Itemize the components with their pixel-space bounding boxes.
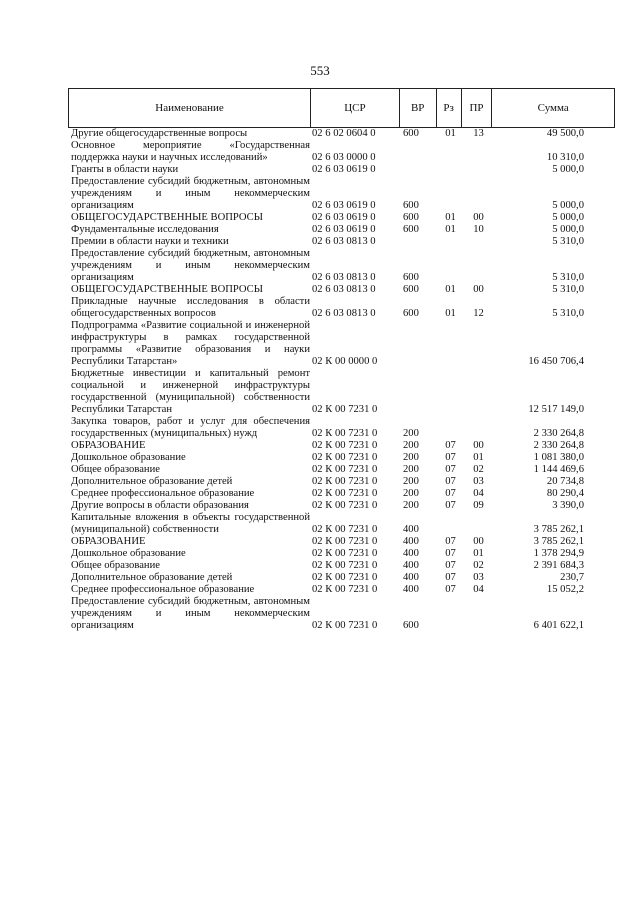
row-name: Дошкольное образование [71,452,186,463]
row-csr: 02 6 02 0604 0 [312,128,376,139]
table-row [71,176,591,212]
row-name: Предоставление субсидий бюджетным, автономным учреждениям и иным некоммерческим организациям [71,176,310,211]
table-row [71,320,591,368]
row-pr: 00 [473,284,484,295]
row-rz: 07 [445,476,456,487]
row-name: Подпрограмма «Развитие социальной и инженерной инфраструктуры в рамках государственной программы «Развитие образования и науки Республики Татарстан» [71,320,310,367]
row-vr: 200 [403,476,419,487]
row-sum: 2 330 264,8 [533,428,584,439]
row-pr: 03 [473,572,484,583]
row-name: Общее образование [71,464,160,475]
row-name: ОБРАЗОВАНИЕ [71,440,146,451]
header-vr: ВР [400,89,437,127]
row-vr: 600 [403,284,419,295]
row-name: ОБРАЗОВАНИЕ [71,536,146,547]
table-row [71,236,591,248]
row-vr: 400 [403,524,419,535]
row-pr: 00 [473,536,484,547]
table-row [71,224,591,236]
row-sum: 15 052,2 [546,584,584,595]
row-sum: 5 000,0 [552,200,584,211]
row-rz: 01 [445,212,456,223]
row-vr: 400 [403,548,419,559]
row-name: Закупка товаров, работ и услуг для обеспечения государственных (муниципальных) нужд [71,416,310,439]
row-name: Фундаментальные исследования [71,224,219,235]
row-vr: 200 [403,452,419,463]
row-csr: 02 6 03 0619 0 [312,224,376,235]
row-rz: 07 [445,560,456,571]
page-number: 553 [310,63,330,78]
row-rz: 01 [445,284,456,295]
row-rz: 07 [445,536,456,547]
row-csr: 02 К 00 0000 0 [312,356,378,367]
row-csr: 02 К 00 7231 0 [312,440,378,451]
row-pr: 00 [473,440,484,451]
row-rz: 07 [445,548,456,559]
row-vr: 200 [403,500,419,511]
row-rz: 07 [445,488,456,499]
table-row [71,440,591,452]
row-pr: 13 [473,128,484,139]
table-row [71,464,591,476]
row-name: ОБЩЕГОСУДАРСТВЕННЫЕ ВОПРОСЫ [71,212,263,223]
row-sum: 1 081 380,0 [533,452,584,463]
row-csr: 02 К 00 7231 0 [312,428,378,439]
row-csr: 02 К 00 7231 0 [312,452,378,463]
header-pr: ПР [462,89,493,127]
row-name: Основное мероприятие «Государственная поддержка науки и научных исследований» [71,140,310,163]
row-csr: 02 6 03 0000 0 [312,152,376,163]
table-row [71,536,591,548]
table-body [71,128,591,632]
row-rz: 07 [445,572,456,583]
row-sum: 49 500,0 [546,128,584,139]
row-rz: 07 [445,452,456,463]
row-csr: 02 К 00 7231 0 [312,476,378,487]
row-name: Дополнительное образование детей [71,476,233,487]
row-name: Дополнительное образование детей [71,572,233,583]
row-vr: 400 [403,536,419,547]
header-sum: Сумма [537,102,569,114]
row-pr: 02 [473,560,484,571]
row-csr: 02 К 00 7231 0 [312,548,378,559]
row-vr: 600 [403,212,419,223]
row-csr: 02 К 00 7231 0 [312,500,378,511]
row-vr: 600 [403,272,419,283]
table-row [71,164,591,176]
row-name: Общее образование [71,560,160,571]
row-csr: 02 К 00 7231 0 [312,620,378,631]
row-pr: 12 [473,308,484,319]
row-csr: 02 К 00 7231 0 [312,404,378,415]
table-row [71,476,591,488]
row-sum: 6 401 622,1 [533,620,584,631]
row-csr: 02 6 03 0813 0 [312,272,376,283]
row-vr: 200 [403,488,419,499]
row-sum: 1 144 469,6 [533,464,584,475]
table-row [71,284,591,296]
row-csr: 02 К 00 7231 0 [312,524,378,535]
header-csr: ЦСР [311,89,400,127]
row-sum: 1 378 294,9 [533,548,584,559]
row-vr: 400 [403,572,419,583]
row-sum: 5 000,0 [552,224,584,235]
row-rz: 07 [445,584,456,595]
row-name: Среднее профессиональное образование [71,584,255,595]
row-pr: 04 [473,488,484,499]
row-sum: 3 785 262,1 [533,536,584,547]
row-csr: 02 6 03 0619 0 [312,200,376,211]
row-sum: 3 390,0 [552,500,584,511]
table-row [71,140,591,164]
table-row [71,584,591,596]
row-name: Капитальные вложения в объекты государственной (муниципальной) собственности [71,512,310,535]
row-csr: 02 6 03 0813 0 [312,308,376,319]
table-row [71,500,591,512]
row-sum: 10 310,0 [546,152,584,163]
row-sum: 5 310,0 [552,236,584,247]
row-rz: 07 [445,440,456,451]
row-sum: 5 310,0 [552,272,584,283]
row-rz: 07 [445,464,456,475]
row-name: Предоставление субсидий бюджетным, автономным учреждениям и иным некоммерческим организациям [71,248,310,283]
row-pr: 09 [473,500,484,511]
row-pr: 00 [473,212,484,223]
row-name: Прикладные научные исследования в области общегосударственных вопросов [71,296,310,319]
row-rz: 01 [445,308,456,319]
table-row [71,548,591,560]
row-vr: 200 [403,440,419,451]
row-pr: 10 [473,224,484,235]
row-pr: 02 [473,464,484,475]
row-csr: 02 К 00 7231 0 [312,488,378,499]
table-row [71,488,591,500]
row-rz: 01 [445,128,456,139]
row-vr: 400 [403,560,419,571]
row-name: Бюджетные инвестиции и капитальный ремонт социальной и инженерной инфраструктуры государственной (муниципальной) собственности Республики Татарстан [71,368,310,415]
row-sum: 5 310,0 [552,308,584,319]
row-vr: 600 [403,224,419,235]
row-csr: 02 6 03 0619 0 [312,212,376,223]
table-row [71,596,591,632]
row-sum: 12 517 149,0 [528,404,584,415]
row-name: Гранты в области науки [71,164,179,175]
row-pr: 01 [473,548,484,559]
row-vr: 600 [403,620,419,631]
row-sum: 5 310,0 [552,284,584,295]
row-sum: 16 450 706,4 [528,356,584,367]
row-sum: 2 391 684,3 [533,560,584,571]
table-row [71,560,591,572]
table-row [71,452,591,464]
row-pr: 01 [473,452,484,463]
table-row [71,212,591,224]
row-name: ОБЩЕГОСУДАРСТВЕННЫЕ ВОПРОСЫ [71,284,263,295]
row-sum: 20 734,8 [546,476,584,487]
table-header [68,88,615,128]
row-csr: 02 6 03 0813 0 [312,284,376,295]
row-sum: 80 290,4 [546,488,584,499]
row-sum: 3 785 262,1 [533,524,584,535]
row-name: Предоставление субсидий бюджетным, автономным учреждениям и иным некоммерческим организациям [71,596,310,631]
row-csr: 02 К 00 7231 0 [312,584,378,595]
row-vr: 200 [403,464,419,475]
row-name: Другие вопросы в области образования [71,500,249,511]
row-vr: 600 [403,128,419,139]
row-name: Премии в области науки и техники [71,236,229,247]
row-vr: 400 [403,584,419,595]
row-sum: 5 000,0 [552,164,584,175]
header-rz: Рз [437,89,462,127]
table-row [71,572,591,584]
row-pr: 04 [473,584,484,595]
table-row [71,248,591,284]
row-csr: 02 К 00 7231 0 [312,572,378,583]
row-vr: 600 [403,308,419,319]
row-pr: 03 [473,476,484,487]
row-csr: 02 6 03 0813 0 [312,236,376,247]
row-rz: 01 [445,224,456,235]
row-csr: 02 К 00 7231 0 [312,560,378,571]
row-sum: 2 330 264,8 [533,440,584,451]
row-sum: 230,7 [560,572,584,583]
row-sum: 5 000,0 [552,212,584,223]
row-vr: 600 [403,200,419,211]
table-row [71,368,591,416]
row-name: Другие общегосударственные вопросы [71,128,248,139]
row-name: Среднее профессиональное образование [71,488,255,499]
table-row [71,512,591,536]
table-row [71,296,591,320]
table-row [71,416,591,440]
table-row [71,128,591,140]
row-csr: 02 6 03 0619 0 [312,164,376,175]
row-vr: 200 [403,428,419,439]
row-name: Дошкольное образование [71,548,186,559]
row-rz: 07 [445,500,456,511]
row-csr: 02 К 00 7231 0 [312,536,378,547]
header-name: Наименование [69,89,311,127]
row-csr: 02 К 00 7231 0 [312,464,378,475]
